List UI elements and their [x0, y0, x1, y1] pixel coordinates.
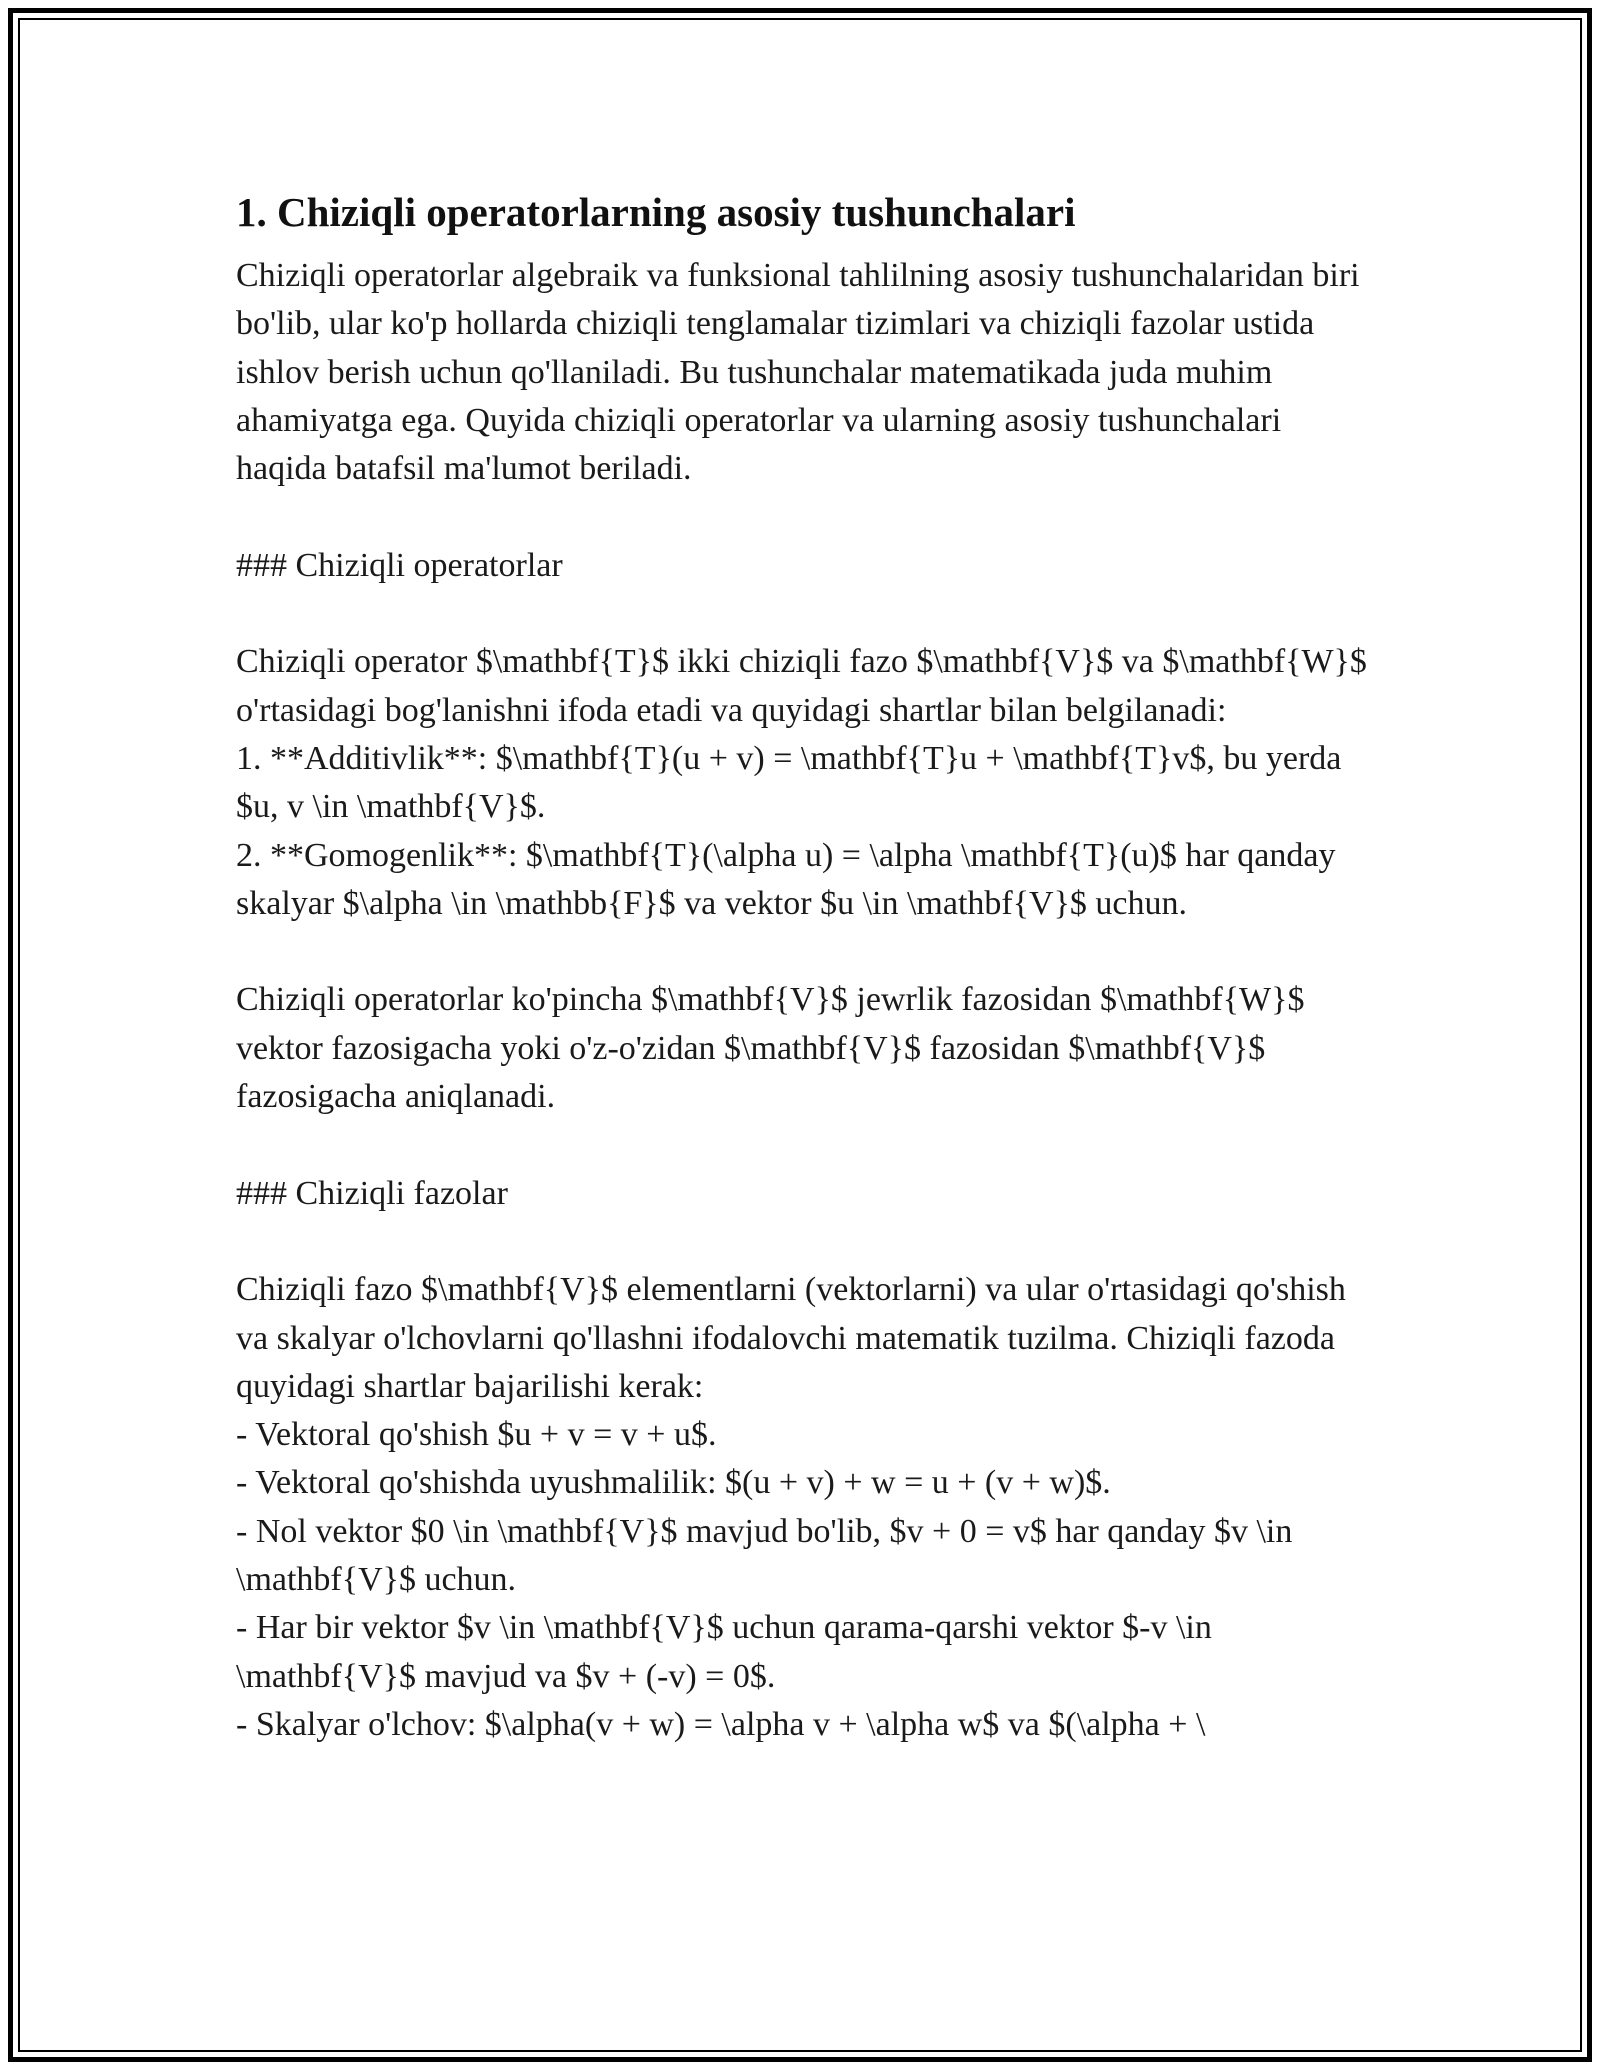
intro-paragraph: Chiziqli operatorlar algebraik va funksional tahlilning asosiy tushunchalaridan biri bo'lib, ular ko'p hollarda chiziqli tenglamalar tizimlari va chiziqli fazolar ustida ishlov berish uchun qo'llaniladi. Bu tushunchalar matematikada juda muhim ahamiyatga ega. Quyida chiziqli operatorlar va ularning asosiy tushunchalari haqida batafsil ma'lumot beriladi.: [236, 257, 1360, 488]
operator-definition: Chiziqli operator $\mathbf{T}$ ikki chiziqli fazo $\mathbf{V}$ va $\mathbf{W}$ o'rtasidagi bog'lanishni ifoda etadi va quyidagi shartlar bilan belgilanadi:: [236, 643, 1367, 729]
spacer: [236, 1121, 1376, 1169]
document-body: [236, 176, 1376, 1749]
section-heading-spaces: ### Chiziqli fazolar: [236, 1174, 508, 1212]
section-heading-operators: ### Chiziqli operatorlar: [236, 546, 563, 584]
list-item-scalar: - Skalyar o'lchov: $\alpha(v + w) = \alpha v + \alpha w$ va $(\alpha + \: [236, 1705, 1206, 1743]
spacer: [236, 928, 1376, 976]
list-item-associativity: - Vektoral qo'shishda uyushmalilik: $(u + v) + w = u + (v + w)$.: [236, 1464, 1111, 1502]
list-item-zero-vector: - Nol vektor $0 \in \mathbf{V}$ mavjud bo'lib, $v + 0 = v$ har qanday $v \in \mathbf{V}$ uchun.: [236, 1512, 1293, 1599]
space-definition: Chiziqli fazo $\mathbf{V}$ elementlarni (vektorlarni) va ular o'rtasidagi qo'shish va skalyar o'lchovlarni qo'llashni ifodalovchi matematik tuzilma. Chiziqli fazoda quyidagi shartlar bajarilishi kerak:: [236, 1271, 1346, 1405]
list-item-additivity: 1. **Additivlik**: $\mathbf{T}(u + v) = \mathbf{T}u + \mathbf{T}v$, bu yerda $u, v \in \mathbf{V}$.: [236, 739, 1342, 826]
spacer: [236, 1218, 1376, 1266]
list-item-commutativity: - Vektoral qo'shish $u + v = v + u$.: [236, 1416, 717, 1454]
operator-note: Chiziqli operatorlar ko'pincha $\mathbf{V}$ jewrlik fazosidan $\mathbf{W}$ vektor fazosigacha yoki o'z-o'zidan $\mathbf{V}$ fazosidan $\mathbf{V}$ fazosigacha aniqlanadi.: [236, 981, 1305, 1116]
list-item-inverse-vector: - Har bir vektor $v \in \mathbf{V}$ uchun qarama-qarshi vektor $-v \in \mathbf{V}$ mavjud va $v + (-v) = 0$.: [236, 1609, 1212, 1695]
spacer: [236, 493, 1376, 541]
spacer: [236, 590, 1376, 638]
document-title: 1. Chiziqli operatorlarning asosiy tushunchalari: [236, 189, 1076, 235]
list-item-homogeneity: 2. **Gomogenlik**: $\mathbf{T}(\alpha u) = \alpha \mathbf{T}(u)$ har qanday skalyar $\alpha \in \mathbb{F}$ va vektor $u \in \mathbf{V}$ uchun.: [236, 836, 1336, 922]
